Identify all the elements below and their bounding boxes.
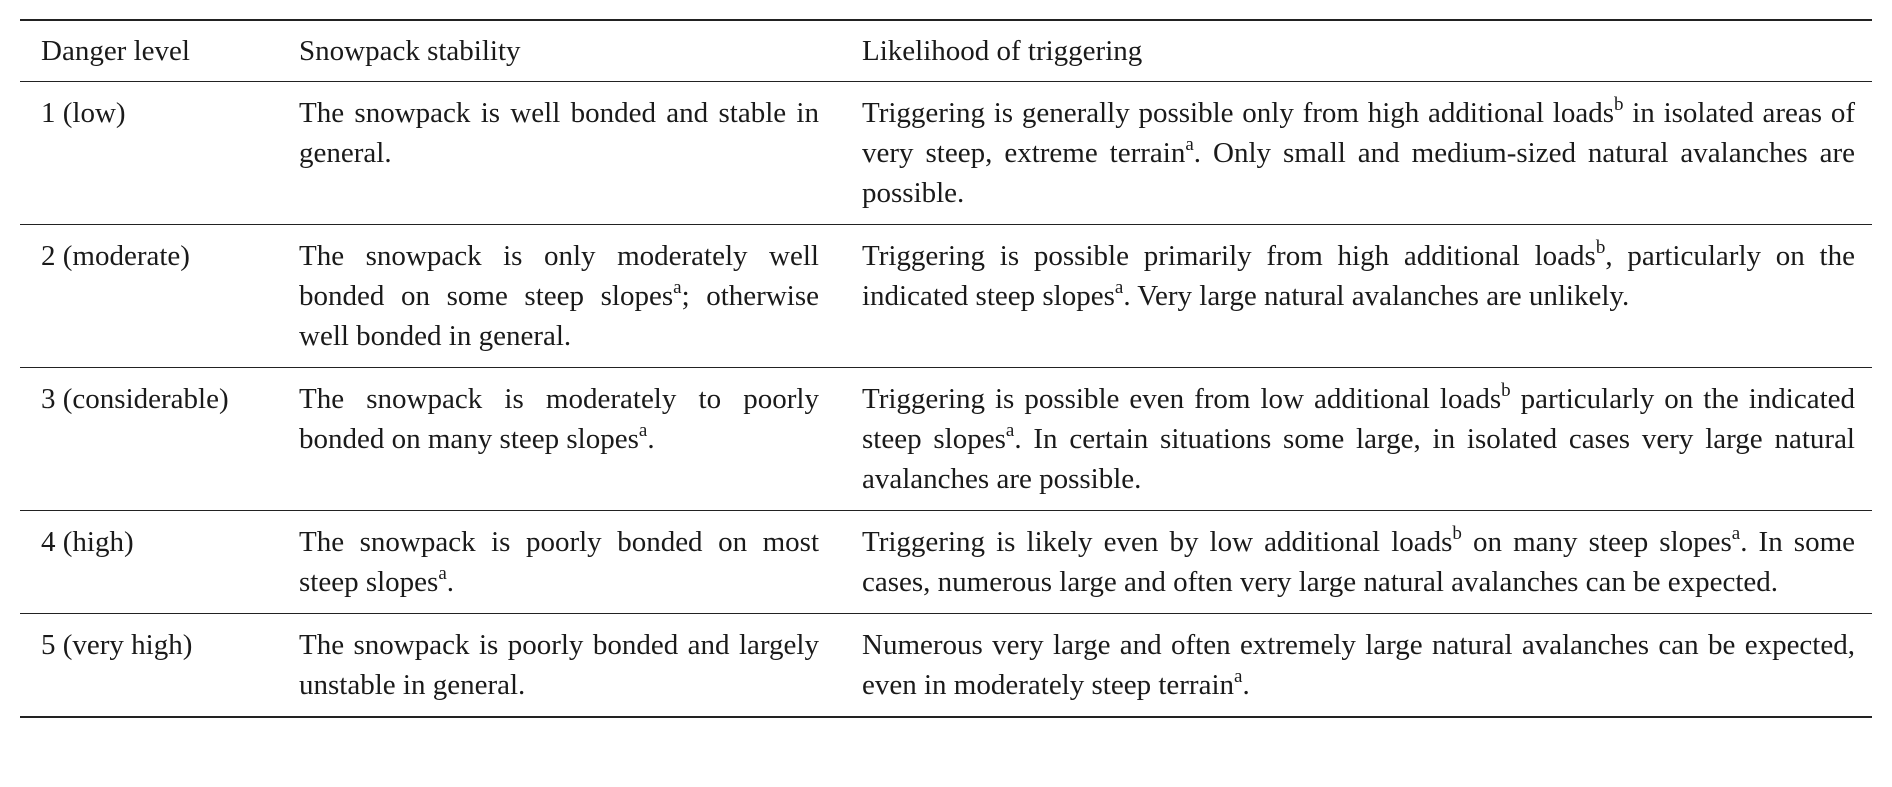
likelihood-cell — [862, 511, 1872, 614]
footnote-marker: b — [1452, 523, 1462, 544]
stability-text: . — [446, 566, 455, 598]
danger-level-cell: 5 (very high) — [41, 629, 193, 661]
footnote-marker: a — [1234, 666, 1243, 687]
stability-cell — [299, 82, 862, 225]
likelihood-text: Triggering is generally possible only from high additional loads — [862, 97, 1614, 129]
header-snowpack-stability: Snowpack stability — [299, 35, 521, 67]
footnote-marker: b — [1501, 380, 1511, 401]
table-row — [20, 225, 1872, 368]
likelihood-cell — [862, 614, 1872, 718]
header-danger-level: Danger level — [41, 35, 190, 67]
footnote-marker: a — [1005, 420, 1015, 441]
stability-text: The snowpack is poorly bonded and largely unstable in general. — [299, 629, 819, 701]
footnote-marker: a — [1731, 523, 1741, 544]
table-row — [20, 368, 1872, 511]
stability-cell — [299, 511, 862, 614]
avalanche-danger-table — [20, 19, 1872, 718]
likelihood-text: Triggering is likely even by low additional loads — [862, 526, 1453, 558]
likelihood-text: Triggering is possible primarily from high additional loads — [862, 240, 1596, 272]
footnote-marker: a — [673, 277, 682, 298]
stability-text: The snowpack is moderately to poorly bonded on many steep slopes — [299, 383, 819, 455]
likelihood-text: Numerous very large and often extremely large natural avalanches can be expected, even in moderately steep terrain — [862, 629, 1855, 701]
likelihood-cell — [862, 82, 1872, 225]
likelihood-text: . Very large natural avalanches are unlikely. — [1123, 280, 1630, 312]
likelihood-text: , particularly on the indicated steep slopes — [862, 240, 1855, 312]
likelihood-text: . — [1242, 669, 1250, 701]
stability-cell — [299, 368, 862, 511]
footnote-marker: a — [438, 563, 447, 584]
stability-cell — [299, 225, 862, 368]
stability-text: ; otherwise well bonded in general. — [299, 280, 819, 352]
table-header — [20, 20, 1872, 82]
stability-cell — [299, 614, 862, 718]
stability-text: The snowpack is well bonded and stable in general. — [299, 97, 819, 169]
likelihood-text: Triggering is possible even from low additional loads — [862, 383, 1502, 415]
stability-text: . — [647, 423, 655, 455]
stability-text: The snowpack is poorly bonded on most steep slopes — [299, 526, 819, 598]
likelihood-text: in isolated areas of very steep, extreme terrain — [862, 97, 1855, 169]
likelihood-text: . In certain situations some large, in isolated cases very large natural avalanches are possible. — [862, 423, 1855, 495]
likelihood-text: on many steep slopes — [1461, 526, 1732, 558]
header-row — [20, 20, 1872, 82]
danger-level-cell: 1 (low) — [41, 97, 126, 129]
danger-level-cell: 3 (considerable) — [41, 383, 229, 415]
table-body — [20, 82, 1872, 718]
table-row — [20, 82, 1872, 225]
table-row — [20, 511, 1872, 614]
footnote-marker: b — [1595, 237, 1606, 258]
header-likelihood-of-triggering: Likelihood of triggering — [862, 35, 1143, 67]
likelihood-cell — [862, 368, 1872, 511]
footnote-marker: a — [1185, 134, 1194, 155]
footnote-marker: a — [1114, 277, 1124, 298]
avalanche-danger-table-container — [20, 19, 1872, 718]
likelihood-cell — [862, 225, 1872, 368]
footnote-marker: a — [638, 420, 648, 441]
danger-level-cell: 2 (moderate) — [41, 240, 190, 272]
likelihood-text: particularly on the indicated steep slopes — [862, 383, 1856, 455]
table-row — [20, 614, 1872, 718]
likelihood-text: . Only small and medium-sized natural avalanches are possible. — [862, 137, 1855, 209]
danger-level-cell: 4 (high) — [41, 526, 134, 558]
footnote-marker: b — [1614, 94, 1624, 115]
likelihood-text: . In some cases, numerous large and often very large natural avalanches can be expected. — [862, 526, 1856, 598]
stability-text: The snowpack is only moderately well bonded on some steep slopes — [299, 240, 819, 312]
